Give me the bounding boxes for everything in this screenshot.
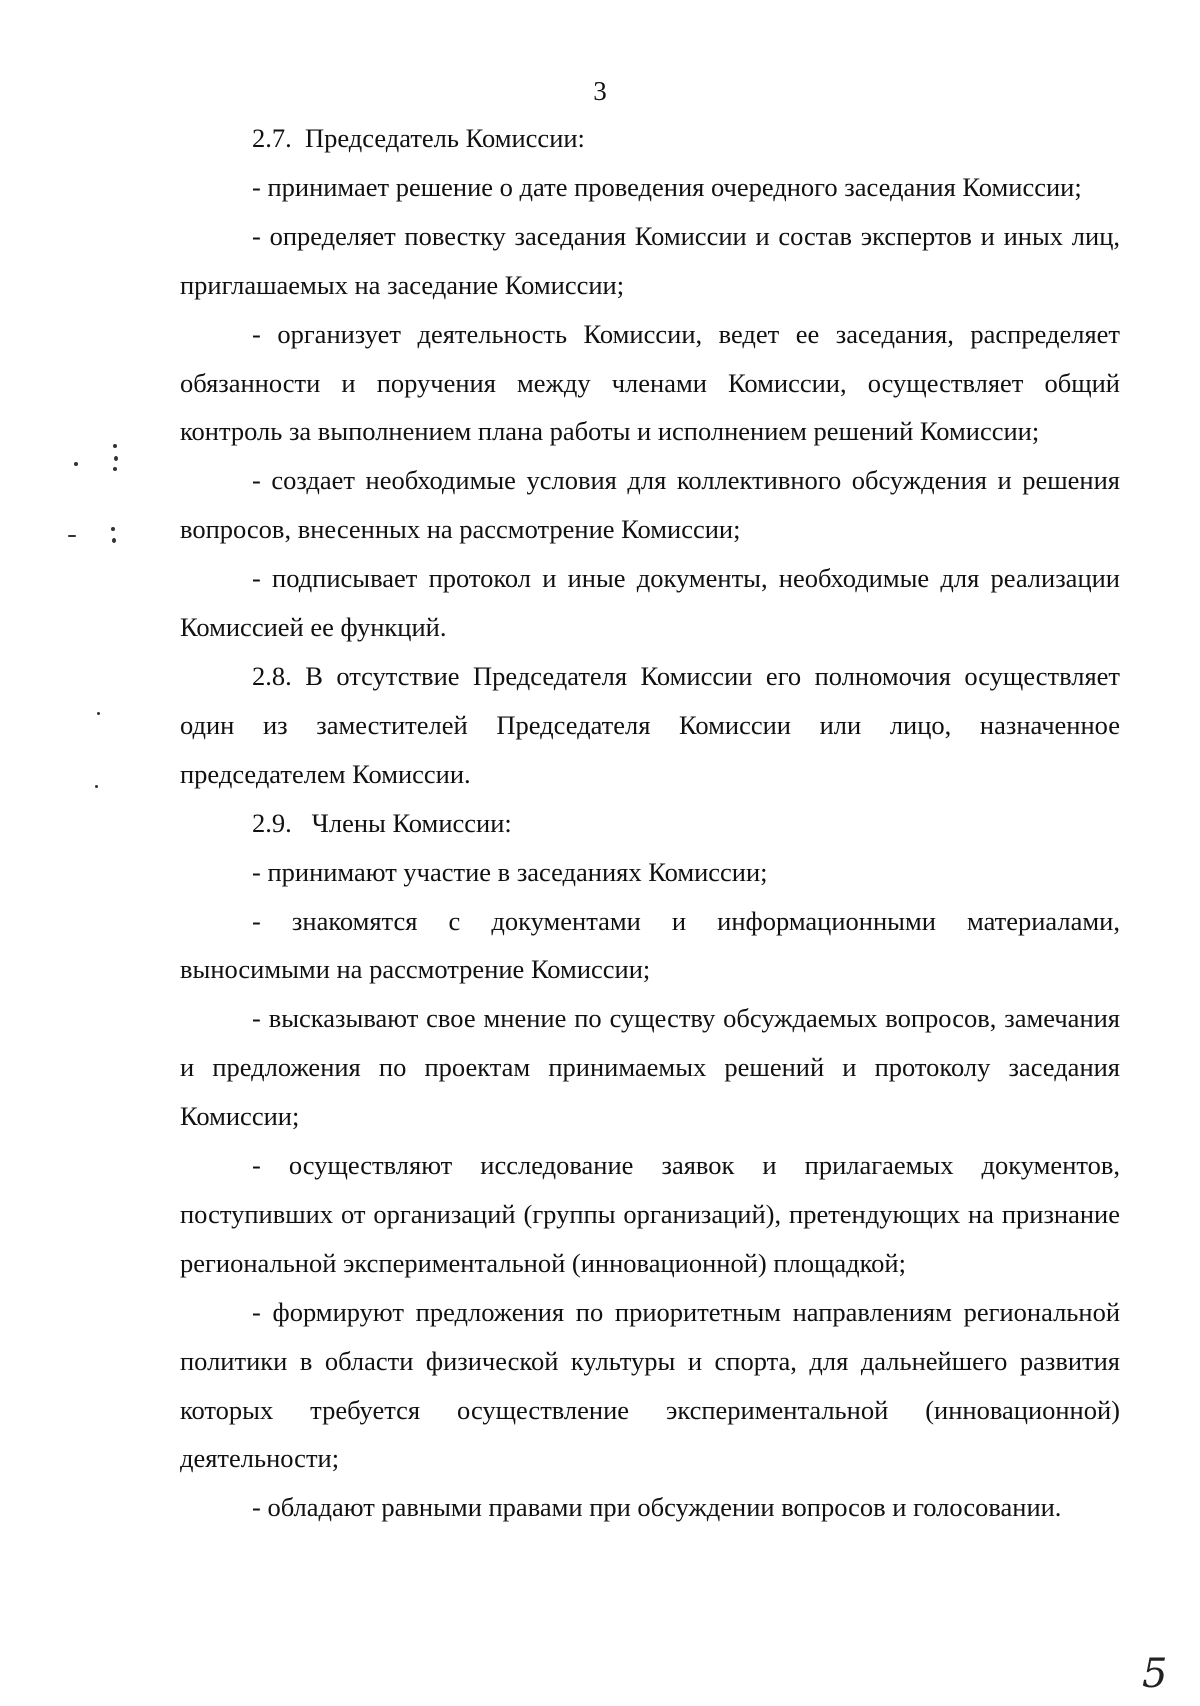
paragraph-2-7-heading: 2.7. Председатель Комиссии: [252, 123, 585, 153]
paragraph-organizes-activity: - организует деятельность Комиссии, ведет ее заседания, распределяет обязанности и поручения между членами Комиссии, осуществляет общий контроль за выполнением плана работы и исполнением решений Комиссии; [180, 318, 1120, 447]
handwritten-page-number: 5 [1142, 1651, 1168, 1697]
paragraph-form-proposals: - формируют предложения по приоритетным направлениям региональной политики в области физической культуры и спорта, для дальнейшего развития которых требуется осуществление экспериментальной (инновационной) деятельности; [180, 1296, 1120, 1474]
scan-speck [113, 467, 117, 471]
scan-speck [68, 535, 76, 537]
scan-speck [74, 462, 78, 466]
paragraph-examine-applications: - осуществляют исследование заявок и прилагаемых документов, поступивших от организаций (группы организаций), претендующих на признание региональной экспериментальной (инновационной) площадкой; [180, 1150, 1120, 1278]
paragraph-creates-conditions: - создает необходимые условия для коллективного обсуждения и решения вопросов, внесенных на рассмотрение Комиссии; [180, 465, 1120, 545]
scan-speck [114, 456, 118, 461]
paragraph-signs-protocol: - подписывает протокол и иные документы, необходимые для реализации Комиссией ее функций. [180, 563, 1120, 643]
page-number: 3 [593, 76, 607, 106]
paragraph-review-documents: - знакомятся с документами и информационными материалами, выносимыми на рассмотрение Комиссии; [180, 905, 1120, 985]
scan-speck [111, 527, 115, 531]
scan-speck [95, 785, 98, 788]
paragraph-defines-agenda: - определяет повестку заседания Комиссии и состав экспертов и иных лиц, приглашаемых на заседание Комиссии; [180, 220, 1120, 300]
paragraph-decides-meeting-date: - принимает решение о дате проведения очередного заседания Комиссии; [252, 171, 1082, 202]
paragraph-express-opinion: - высказывают свое мнение по существу обсуждаемых вопросов, замечания и предложения по проектам принимаемых решений и протоколу заседания Комиссии; [180, 1003, 1120, 1132]
scan-speck [112, 538, 116, 543]
paragraph-participate: - принимают участие в заседаниях Комиссии; [252, 856, 768, 887]
scan-speck [97, 712, 100, 715]
paragraph-2-8: 2.8. В отсутствие Председателя Комиссии его полномочия осуществляет один из заместителей Председателя Комиссии или лицо, назначенное председателем Комиссии. [180, 660, 1120, 789]
paragraph-equal-rights: - обладают равными правами при обсуждении вопросов и голосовании. [252, 1492, 1062, 1523]
scan-speck [113, 444, 117, 448]
paragraph-2-9-heading: 2.9. Члены Комиссии: [252, 807, 512, 838]
document-body [180, 114, 1120, 1532]
